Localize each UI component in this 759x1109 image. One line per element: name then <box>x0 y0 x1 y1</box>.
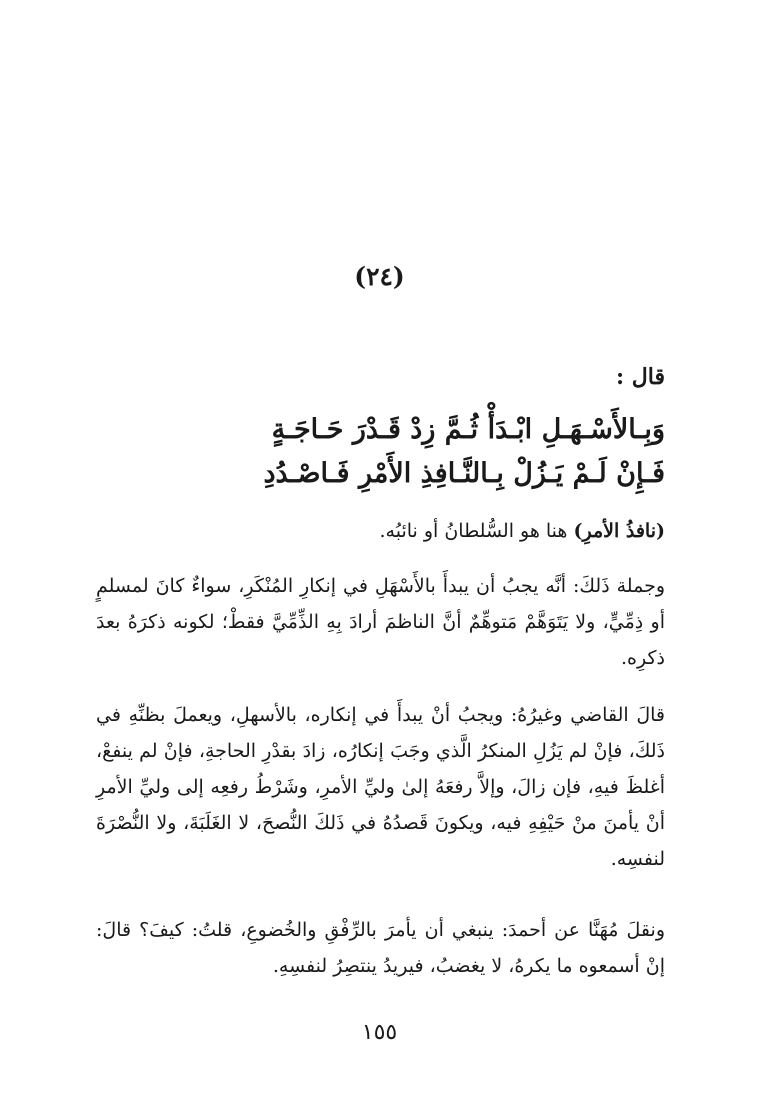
section-number: (٢٤) <box>354 262 405 291</box>
gloss-text: هنا هو السُّلطانُ أو نائبُه. <box>379 520 574 542</box>
verse-line-1: وَبِـالأَسْـهَـلِ ابْـدَأْ ثُـمَّ زِدْ قَـدْرَ حَـاجَـةٍ <box>271 414 665 445</box>
gloss-note <box>96 516 665 546</box>
paragraph-3: ونقلَ مُهَنَّا عن أحمدَ: ينبغي أن يأمرَ بالرِّفْقِ والخُضوعِ، قلتُ: كيفَ؟ قالَ: إنْ أسمعوه ما يكرهُ، لا يغضبُ، فيريدُ ينتصِرُ لنفسِهِ. <box>96 919 665 977</box>
said-label: قال : <box>616 364 665 390</box>
paragraph-1: وجملة ذَلكَ: أنَّه يجبُ أن يبدأَ بالأَسْهَلِ في إنكارِ المُنْكَرِ، سواءٌ كانَ لمسلمٍ أو ذِمِّيٍّ، ولا يَتَوَهَّمْ مَتوهِّمٌ أنَّ الناظمَ أرادَ بِهِ الذِّمِّيَّ فقطْ؛ لكونه ذكرَهُ بعدَ ذكرِه. <box>96 575 665 669</box>
page-number: ١٥٥ <box>361 1020 398 1045</box>
paragraph-2: قالَ القاضي وغيرُهُ: ويجبُ أنْ يبدأَ في إنكاره، بالأسهلِ، ويعملَ بظنِّهِ في ذَلكَ، فإنْ لم يَزُلِ المنكرُ الَّذي وجَبَ إنكارُه، زادَ بقدْرِ الحاجةِ، فإنْ لم ينفعْ، أغلظَ فيهِ، فإن زالَ، وإلاَّ رفعَهُ إلىٰ وليِّ الأمرِ، وشَرْطُ رفعِه إلى وليِّ الأمرِ أنْ يأمنَ منْ حَيْفِهِ فيه، ويكونَ قَصدُهُ في ذَلكَ النُّصحَ، لا الغَلَبَةَ، ولا النُّصْرَةَ لنفسِه. <box>96 704 665 870</box>
gloss-term: (نافذُ الأمرِ) <box>573 520 665 542</box>
verse-line-2: فَـإِنْ لَـمْ يَـزُلْ بِـالنَّـافِذِ الأَمْرِ فَـاصْـدُدِ <box>263 458 665 489</box>
